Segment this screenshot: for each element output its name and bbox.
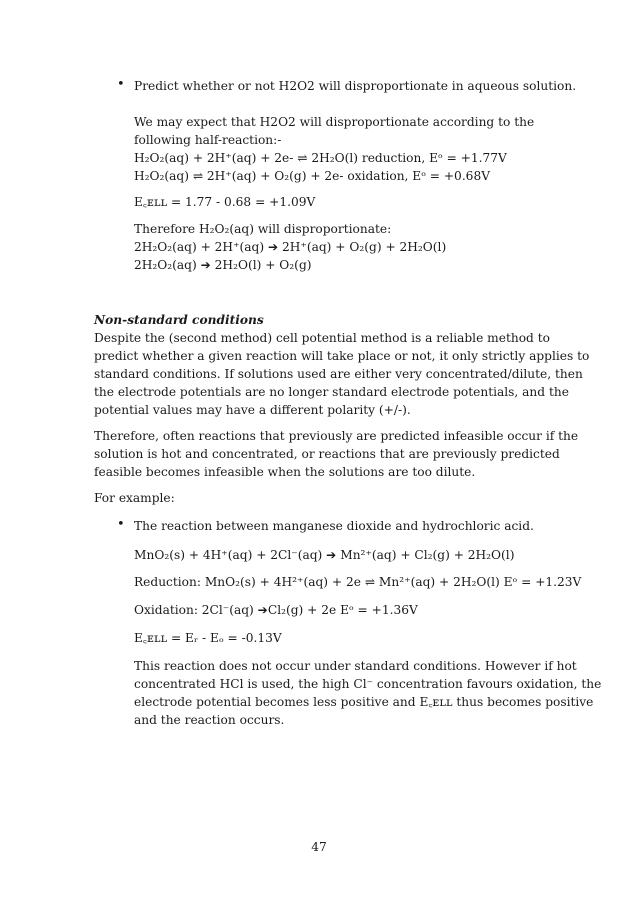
para1-line-1: Despite the (second method) cell potential method is a reliable method to [94,331,550,345]
para1-line-4: the electrode potentials are no longer standard electrode potentials, and the [94,385,569,399]
reduction-equation: Reduction: MnO₂(s) + 4H²⁺(aq) + 2e ⇌ Mn²⁺(aq) + 2H₂O(l) Eᵒ = +1.23V [134,575,582,589]
bullet-icon: • [117,517,125,532]
example-intro: For example: [94,491,175,505]
overall-equation-1: 2H₂O₂(aq) + 2H⁺(aq) ➔ 2H⁺(aq) + O₂(g) + 2H₂O(l) [134,240,447,254]
para1-line-5: potential values may have a different polarity (+/-). [94,403,411,417]
bullet-text-h2o2: Predict whether or not H2O2 will disproportionate in aqueous solution. [134,79,577,93]
conclusion-line-1: This reaction does not occur under standard conditions. However if hot [134,659,577,673]
conclusion-line-3: electrode potential becomes less positive and E꜀ᴇʟʟ thus becomes positive [134,695,594,709]
para1-line-3: standard conditions. If solutions used are either very concentrated/dilute, then [94,367,583,381]
mno2-equation: MnO₂(s) + 4H⁺(aq) + 2Cl⁻(aq) ➔ Mn²⁺(aq) + Cl₂(g) + 2H₂O(l) [134,548,515,562]
para1-line-2: predict whether a given reaction will take place or not, it only strictly applies to [94,349,590,363]
conclusion-line-2: concentrated HCl is used, the high Cl⁻ concentration favours oxidation, the [134,677,602,691]
conclusion-line-4: and the reaction occurs. [134,713,285,727]
therefore-line: Therefore H₂O₂(aq) will disproportionate: [134,222,392,236]
intro-line-1: We may expect that H2O2 will disproportionate according to the [134,115,535,129]
half-reaction-reduction: H₂O₂(aq) + 2H⁺(aq) + 2e- ⇌ 2H₂O(l) reduction, Eᵒ = +1.77V [134,151,507,165]
para2-line-2: solution is hot and concentrated, or reactions that are previously predicted [94,447,560,461]
overall-equation-2: 2H₂O₂(aq) ➔ 2H₂O(l) + O₂(g) [134,258,312,272]
bullet-icon: • [117,77,125,92]
section-heading: Non-standard conditions [94,313,264,327]
half-reaction-oxidation: H₂O₂(aq) ⇌ 2H⁺(aq) + O₂(g) + 2e- oxidation, Eᵒ = +0.68V [134,169,490,183]
para2-line-1: Therefore, often reactions that previously are predicted infeasible occur if the [94,429,579,443]
ecell-result: E꜀ᴇʟʟ = Eᵣ - Eₒ = -0.13V [134,631,282,645]
para2-line-3: feasible becomes infeasible when the solutions are too dilute. [94,465,476,479]
intro-line-2: following half-reaction:- [134,133,282,147]
bullet-text-mno2: The reaction between manganese dioxide and hydrochloric acid. [134,519,534,533]
ecell-calculation: E꜀ᴇʟʟ = 1.77 - 0.68 = +1.09V [134,195,316,209]
oxidation-equation: Oxidation: 2Cl⁻(aq) ➔Cl₂(g) + 2e Eᵒ = +1.36V [134,603,418,617]
page-number: 47 [311,840,327,854]
